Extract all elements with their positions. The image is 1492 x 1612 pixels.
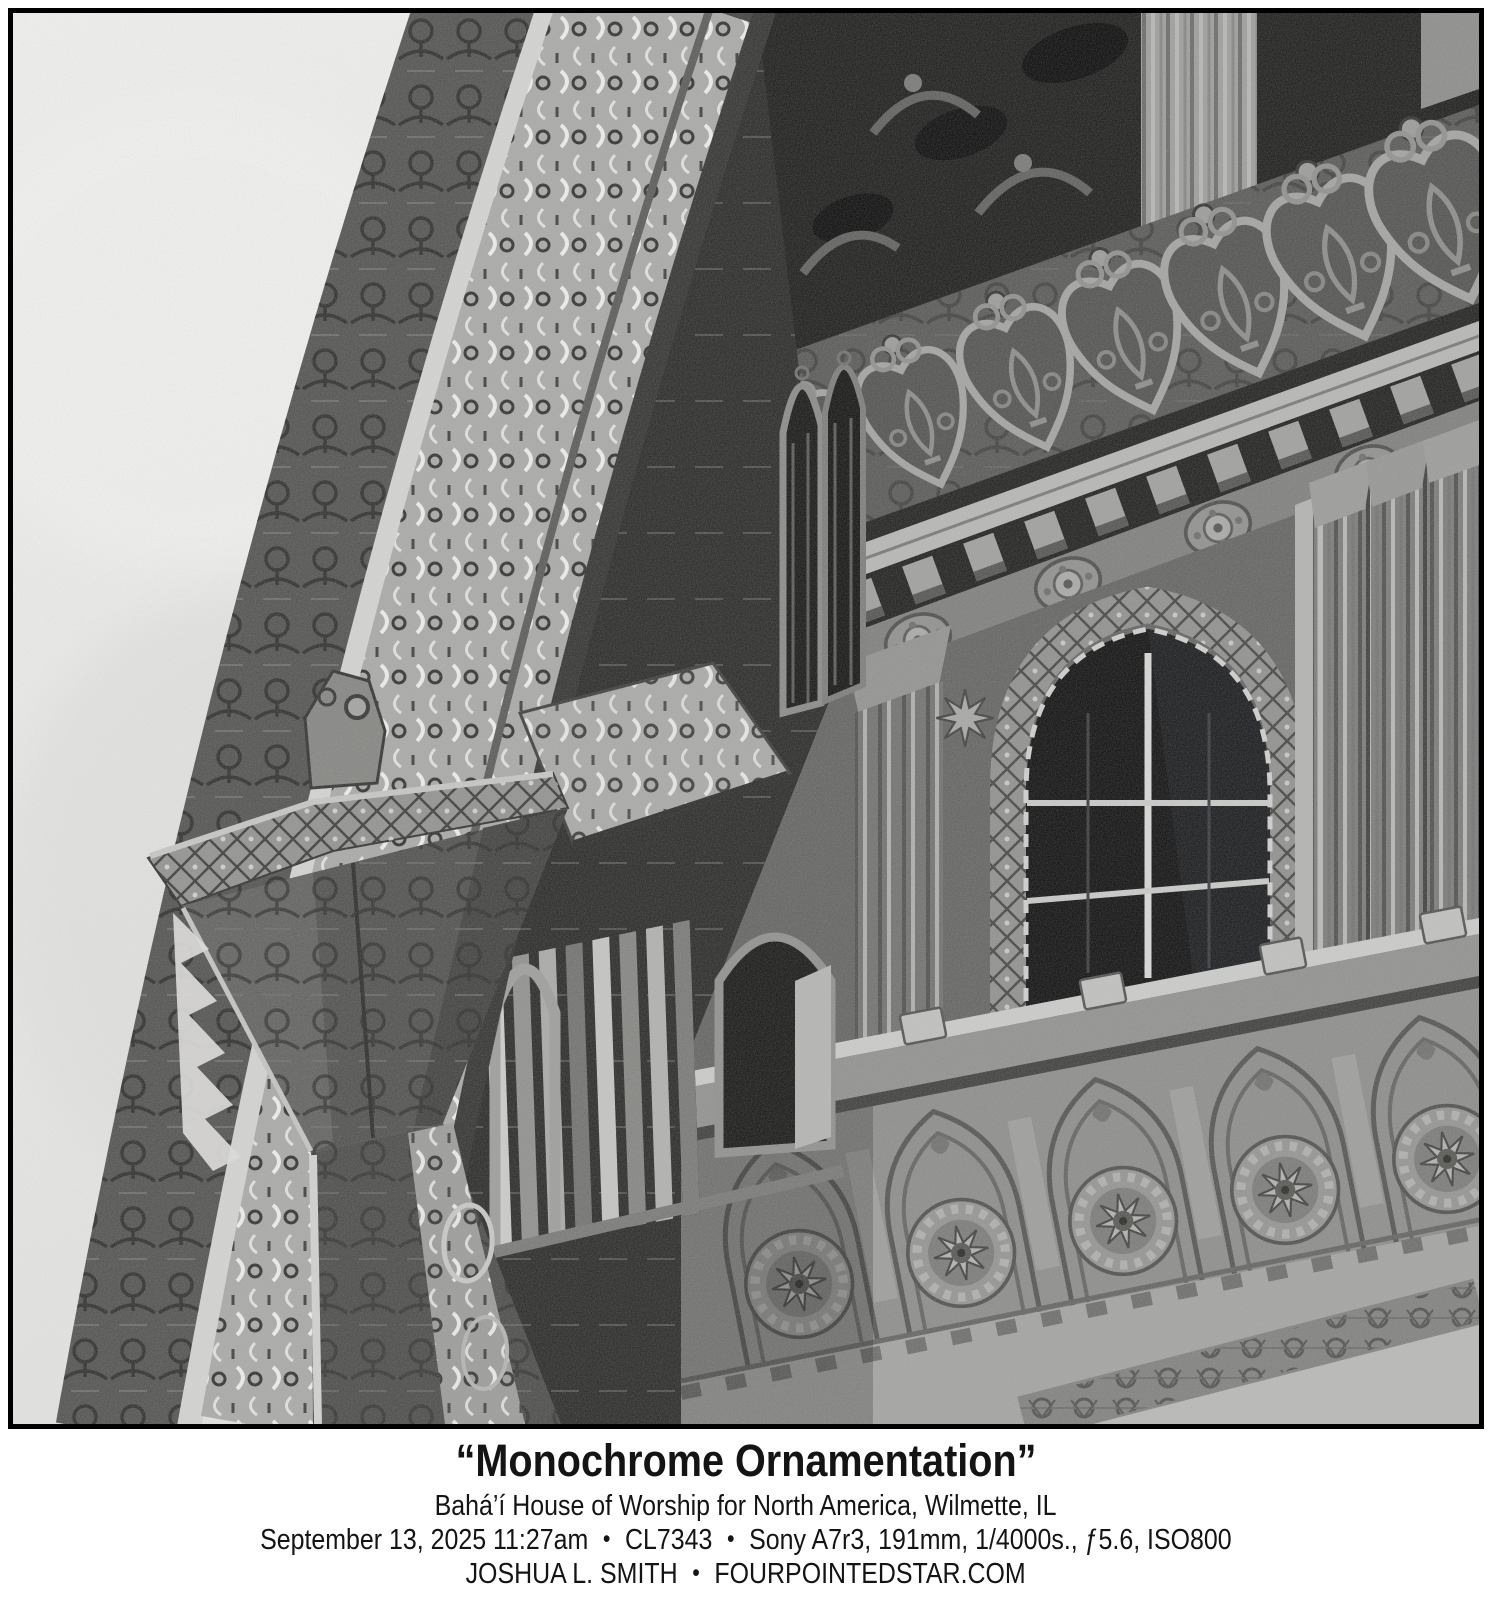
photographer-name: JOSHUA L. SMITH bbox=[465, 1558, 678, 1590]
photo-location: Bahá’í House of Worship for North America, Wilmette, IL bbox=[435, 1490, 1057, 1522]
bullet-separator: • bbox=[727, 1525, 735, 1553]
frame-id: CL7343 bbox=[625, 1524, 713, 1556]
camera-settings: Sony A7r3, 191mm, 1/4000s., ƒ5.6, ISO800 bbox=[749, 1524, 1232, 1556]
photo-frame bbox=[8, 8, 1484, 1429]
bullet-separator: • bbox=[602, 1525, 611, 1553]
photo-title: “Monochrome Ornamentation” bbox=[455, 1435, 1037, 1486]
photo-title-line bbox=[0, 1437, 1492, 1485]
bullet-separator: • bbox=[692, 1559, 701, 1587]
location-line bbox=[0, 1490, 1492, 1523]
photo-image bbox=[13, 13, 1479, 1424]
meta-line bbox=[0, 1523, 1492, 1557]
photographer-website: FOURPOINTEDSTAR.COM bbox=[714, 1558, 1027, 1590]
film-grain bbox=[13, 13, 1479, 1424]
credit-line bbox=[0, 1557, 1492, 1591]
capture-datetime: September 13, 2025 11:27am bbox=[260, 1524, 589, 1556]
caption bbox=[0, 1437, 1492, 1591]
